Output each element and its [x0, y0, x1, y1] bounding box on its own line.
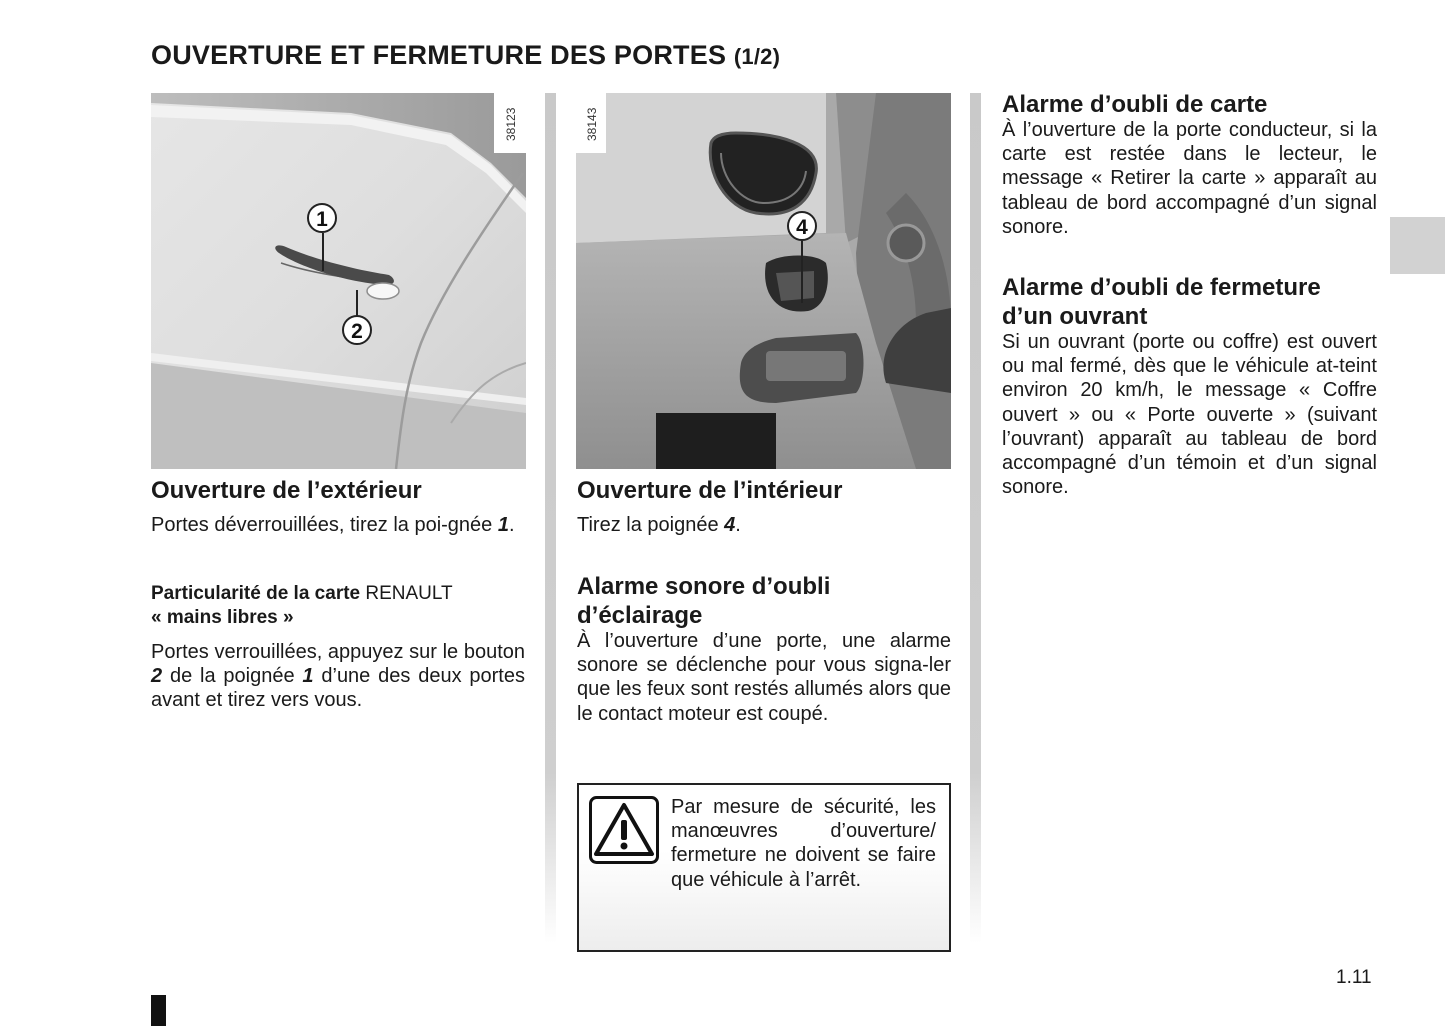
column-divider-left: [545, 93, 556, 943]
heading-interior-opening: Ouverture de l’intérieur: [577, 477, 843, 504]
callout-4-label: 4: [796, 216, 808, 239]
photo-ref-38123: 38123: [504, 107, 518, 141]
para-card-alarm: À l’ouverture de la porte conducteur, si la carte est restée dans le lecteur, le message « Retirer la carte » apparaît au tableau de bord accompagné d’un signal sonore.: [1002, 119, 1377, 238]
chapter-side-tab: [1390, 217, 1445, 274]
warning-triangle-icon: [589, 796, 659, 864]
para-lights-alarm: À l’ouverture d’une porte, une alarme sonore se déclenche pour vous signa-ler que les feux sont restés allumés alors que le contact moteur est coupé.: [577, 630, 951, 725]
callout-1-label: 1: [316, 208, 328, 231]
ref-handle-1b: 1: [302, 665, 314, 688]
heading-closure-alarm: [1002, 273, 1321, 331]
heading-lights-alarm: [577, 572, 830, 630]
heading-card-alarm: Alarme d’oubli de carte: [1002, 91, 1268, 118]
heading-closure-alarm-line1: Alarme d’oubli de fermeture: [1002, 274, 1321, 301]
para-interior-pull-end: .: [735, 514, 741, 536]
para-exterior-locked-b: de la poignée: [162, 665, 303, 688]
safety-warning-box: [577, 783, 951, 952]
corner-print-mark: [151, 995, 166, 1026]
subheading-handsfree-brand: RENAULT: [360, 583, 453, 604]
para-interior-pull-text: Tirez la poignée: [577, 514, 725, 536]
photo-ref-38143: 38143: [585, 107, 599, 141]
para-exterior-unlocked: [151, 513, 525, 537]
page-title-part: (1/2): [733, 44, 781, 69]
para-exterior-locked-c: d’une des deux portes avant et tirez vers vous.: [151, 665, 525, 712]
exterior-door-photo: [151, 93, 526, 469]
interior-door-photo: [576, 93, 951, 469]
ref-handle-1: 1: [497, 514, 509, 536]
heading-closure-alarm-line2: d’un ouvrant: [1002, 303, 1148, 330]
para-exterior-unlocked-text: Portes déverrouillées, tirez la poi-gnée: [151, 514, 498, 536]
subheading-handsfree-card: [151, 582, 525, 630]
page-number: 1.11: [1336, 967, 1372, 988]
ref-button-2: 2: [151, 665, 163, 688]
callout-2-label: 2: [351, 320, 363, 343]
para-closure-alarm: Si un ouvrant (porte ou coffre) est ouvert ou mal fermé, dès que le véhicule at-teint environ 20 km/h, le message « Coffre ouvert » ou « Porte ouverte » (suivant l’ouvrant) apparaît au tableau de bord accompagné d’un témoin et d’un signal sonore.: [1002, 331, 1377, 499]
safety-warning-text: Par mesure de sécurité, les manœuvres d’ouverture/ fermeture ne doivent se faire que véhicule à l’arrêt.: [671, 796, 936, 891]
heading-exterior-opening: Ouverture de l’extérieur: [151, 477, 422, 504]
heading-lights-alarm-line1: Alarme sonore d’oubli: [577, 573, 831, 600]
para-interior-pull: [577, 513, 951, 537]
heading-lights-alarm-line2: d’éclairage: [577, 602, 703, 629]
page-title-text: OUVERTURE ET FERMETURE DES PORTES: [151, 40, 727, 70]
para-exterior-locked: [151, 640, 525, 713]
subheading-handsfree-bold: Particularité de la carte: [151, 583, 361, 604]
subheading-handsfree-bold2: « mains libres »: [151, 607, 294, 628]
ref-handle-4: 4: [724, 514, 736, 536]
para-exterior-unlocked-end: .: [508, 514, 515, 536]
column-divider-right: [970, 93, 981, 943]
page-title: [151, 40, 780, 71]
para-exterior-locked-a: Portes verrouillées, appuyez sur le bouton: [151, 641, 525, 663]
